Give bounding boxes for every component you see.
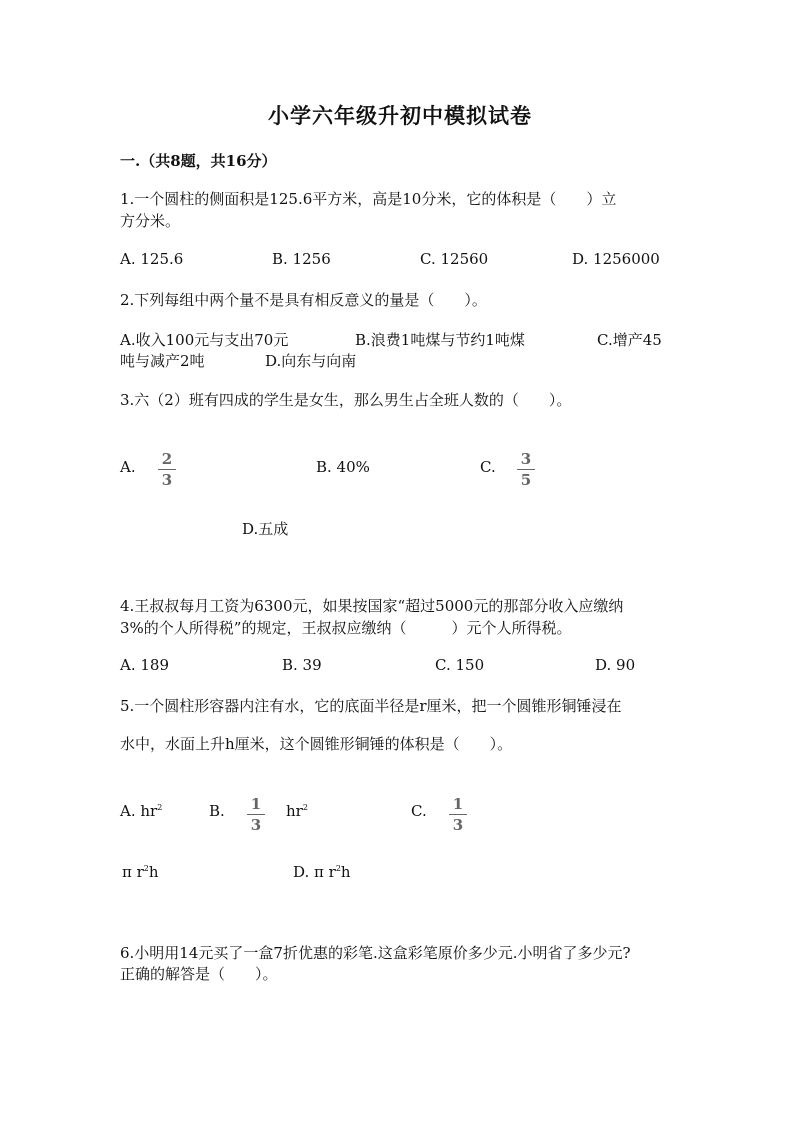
fraction-denominator: 3 — [161, 471, 173, 489]
exponent: 2 — [143, 864, 149, 873]
question-2-stem: 2.下列每组中两个量不是具有相反意义的量是（ ）。 — [120, 291, 487, 309]
question-5-option-c-fraction — [447, 795, 469, 834]
fraction-numerator: 1 — [250, 795, 262, 813]
question-3-option-c-fraction — [515, 450, 537, 489]
question-1-option-c[interactable]: C. 12560 — [420, 250, 489, 268]
question-2-option-c-cont[interactable]: 吨与减产2吨 — [120, 352, 205, 370]
question-3-option-b[interactable]: B. 40% — [316, 458, 370, 476]
question-1-line-1: 1.一个圆柱的侧面积是125.6平方米，高是10分米，它的体积是（ ）立 — [120, 190, 617, 208]
question-1-option-d[interactable]: D. 1256000 — [572, 250, 660, 268]
question-5-option-b-tail — [286, 802, 308, 820]
section-heading: 一.（共8题，共16分） — [120, 152, 277, 170]
question-4-line-1: 4.王叔叔每月工资为6300元，如果按国家“超过5000元的那部分收入应缴纳 — [120, 597, 624, 615]
question-5-option-c-cont — [122, 863, 159, 881]
question-3-stem: 3.六（2）班有四成的学生是女生，那么男生占全班人数的（ ）。 — [120, 391, 572, 409]
option-d-tail: h — [340, 863, 351, 881]
question-5-option-c[interactable]: C. — [411, 802, 427, 820]
fraction-numerator: 2 — [161, 450, 173, 468]
fraction-bar — [247, 814, 265, 815]
option-a-text: A. hr — [120, 802, 158, 820]
option-b-tail-text: hr — [286, 802, 303, 820]
question-5-line-2: 水中，水面上升h厘米，这个圆锥形铜锤的体积是（ ）。 — [120, 735, 513, 753]
fraction-numerator: 3 — [520, 450, 532, 468]
fraction-denominator: 3 — [452, 816, 464, 834]
question-4-option-b[interactable]: B. 39 — [282, 656, 322, 674]
question-3-option-d[interactable]: D.五成 — [242, 520, 289, 538]
option-d-text: D. π r — [293, 863, 336, 881]
question-6-line-2: 正确的解答是（ ）。 — [120, 965, 278, 983]
question-3-option-c[interactable]: C. — [480, 458, 496, 476]
option-c-cont-tail: h — [148, 863, 159, 881]
question-3-option-a-fraction — [156, 450, 178, 489]
exponent: 2 — [157, 803, 163, 812]
question-2-option-c[interactable]: C.增产45 — [597, 331, 662, 349]
fraction-denominator: 3 — [250, 816, 262, 834]
question-5-option-b-fraction — [245, 795, 267, 834]
fraction-denominator: 5 — [520, 471, 532, 489]
question-1-option-a[interactable]: A. 125.6 — [120, 250, 184, 268]
question-5-option-b[interactable]: B. — [209, 802, 225, 820]
question-1-option-b[interactable]: B. 1256 — [272, 250, 331, 268]
question-4-option-c[interactable]: C. 150 — [435, 656, 485, 674]
question-3-option-a[interactable]: A. — [120, 458, 136, 476]
question-2-option-a[interactable]: A.收入100元与支出70元 — [120, 331, 289, 349]
question-1-line-2: 方分米。 — [120, 212, 181, 230]
option-c-cont-text: π r — [122, 863, 144, 881]
question-2-option-b[interactable]: B.浪费1吨煤与节约1吨煤 — [355, 331, 525, 349]
question-5-line-1: 5.一个圆柱形容器内注有水，它的底面半径是r厘米，把一个圆锥形铜锤浸在 — [120, 697, 622, 715]
question-2-option-d[interactable]: D.向东与向南 — [265, 352, 357, 370]
fraction-numerator: 1 — [452, 795, 464, 813]
question-5-option-d[interactable] — [293, 863, 351, 881]
question-5-option-a[interactable] — [120, 802, 162, 820]
fraction-bar — [517, 469, 535, 470]
question-6-line-1: 6.小明用14元买了一盒7折优惠的彩笔.这盒彩笔原价多少元.小明省了多少元? — [120, 944, 631, 962]
question-4-option-d[interactable]: D. 90 — [595, 656, 636, 674]
question-4-line-2: 3%的个人所得税”的规定，王叔叔应缴纳（ ）元个人所得税。 — [120, 619, 572, 637]
page-title: 小学六年级升初中模拟试卷 — [268, 103, 532, 128]
exponent: 2 — [302, 803, 308, 812]
question-4-option-a[interactable]: A. 189 — [120, 656, 169, 674]
fraction-bar — [449, 814, 467, 815]
fraction-bar — [158, 469, 176, 470]
exponent: 2 — [335, 864, 341, 873]
